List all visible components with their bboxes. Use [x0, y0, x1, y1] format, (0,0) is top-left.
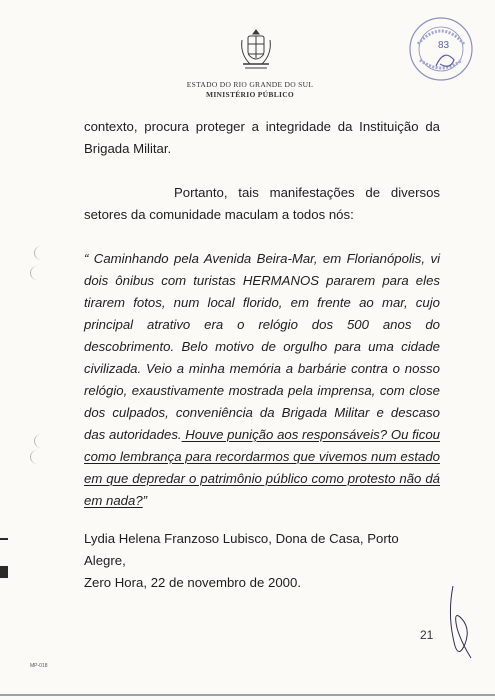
coat-of-arms-icon [239, 28, 273, 72]
form-code: MP-018 [30, 663, 48, 669]
binder-hole-mark [30, 266, 45, 280]
scan-edge-line [0, 694, 495, 696]
binder-hole-mark [34, 246, 49, 260]
binder-hole-mark [30, 450, 45, 464]
quoted-letter [84, 248, 440, 512]
attribution-source: Zero Hora, 22 de novembro de 2000. [84, 575, 301, 590]
attribution-author: Lydia Helena Franzoso Lubisco, Dona de Casa, Porto Alegre, [84, 531, 399, 568]
official-stamp-seal [406, 14, 476, 84]
quote-underlined-text: Houve punição aos responsáveis? Ou ficou como lembrança para recordarmos que vivemos num estado em que depredar o patrimônio público como protesto não dá em nada? [84, 427, 440, 508]
handwritten-signature [445, 582, 475, 662]
body-paragraph-2: Portanto, tais manifestações de diversos setores da comunidade maculam a todos nós: [84, 185, 440, 222]
margin-scan-mark [0, 538, 8, 540]
margin-scan-mark [0, 566, 8, 578]
quote-text: “ Caminhando pela Avenida Beira-Mar, em Florianópolis, vi dois ônibus com turistas HERMANOS pararem para eles tirarem fotos, num local florido, em frente ao mar, cujo principal atrativo era o relógio dos 500 anos do descobrimento. Belo motivo de orgulho para uma cidade civilizada. Veio a minha memória a barbárie contra o nosso relógio, exaustivamente mostrada pela imprensa, com close dos culpados, conveniência da Brigada Militar e descaso das autoridades. [84, 251, 440, 442]
stamp-page-number: 83 [438, 40, 450, 51]
quote-close-mark: ” [142, 493, 148, 508]
page-number: 21 [420, 628, 434, 642]
header-state-name: ESTADO DO RIO GRANDE DO SUL [186, 80, 314, 89]
header-institution-name: MINISTÉRIO PÚBLICO [205, 90, 295, 99]
binder-hole-mark [34, 434, 49, 448]
quote-attribution [84, 528, 440, 594]
body-paragraph-1: contexto, procura proteger a integridade da Instituição da Brigada Militar. [84, 119, 440, 156]
